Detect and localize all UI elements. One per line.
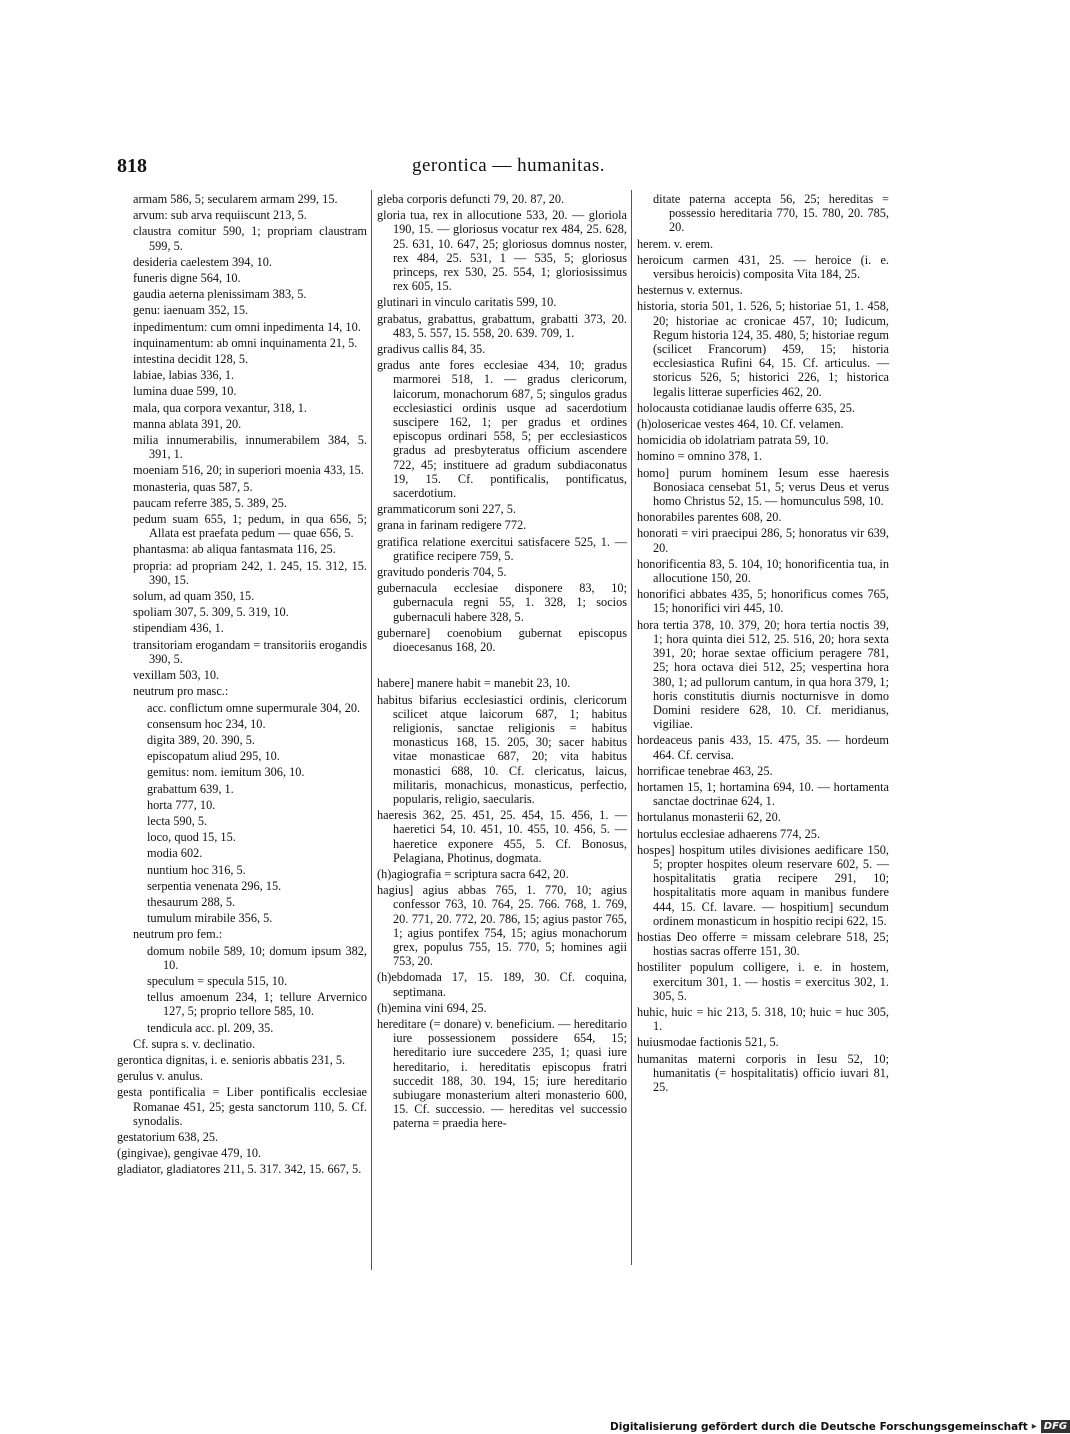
index-entry: inpedimentum: cum omni inpedimenta 14, 10. xyxy=(133,319,361,334)
index-entry: hagius] agius abbas 765, 1. 770, 10; agius confessor 763, 10. 764, 25. 766. 768, 1. 769, 20. 771, 20. 772, 20. 786, 15; agius pastor 765, 1; agius pontifex 754, 15; agius monachorum grex, populus 755, 15. 770, 5; homines agii 753, 20. xyxy=(377,883,627,969)
index-entry: horrificae tenebrae 463, 25. xyxy=(637,763,773,778)
index-entry: homo] purum hominem Iesum esse haeresis Bonosiaca censebat 51, 5; verus Deus et verus homo Christus 52, 15. — homunculus 598, 10. xyxy=(637,465,889,509)
index-entry: honorati = viri praecipui 286, 5; honoratus vir 639, 20. xyxy=(637,526,889,555)
page-number: 818 xyxy=(117,155,147,177)
column-rule-2 xyxy=(631,190,632,1265)
index-entry: milia innumerabilis, innumerabilem 384, 5. 391, 1. xyxy=(133,433,367,462)
index-entry: phantasma: ab aliqua fantasmata 116, 25. xyxy=(133,542,336,557)
dfg-logo: DFG xyxy=(1041,1420,1070,1433)
index-entry: consensum hoc 234, 10. xyxy=(147,716,266,731)
index-entry: ditate paterna accepta 56, 25; hereditas = possessio hereditaria 770, 15. 780, 20. 785, 20. xyxy=(653,192,889,235)
index-entry: claustra comitur 590, 1; propriam claustram 599, 5. xyxy=(133,224,367,253)
index-entry: heroicum carmen 431, 25. — heroice (i. e. versibus heroicis) composita Vita 184, 25. xyxy=(637,252,889,282)
index-entry: thesaurum 288, 5. xyxy=(147,894,236,909)
index-entry: homino = omnino 378, 1. xyxy=(637,449,763,464)
index-entry: stipendiam 436, 1. xyxy=(133,621,224,636)
index-entry: grana in farinam redigere 772. xyxy=(377,518,527,533)
index-entry: solum, ad quam 350, 15. xyxy=(133,589,255,604)
index-entry: grammaticorum soni 227, 5. xyxy=(377,502,517,517)
dfg-arrow-icon: ▸ xyxy=(1031,1421,1037,1432)
index-entry: grabattum 639, 1. xyxy=(147,781,234,796)
index-entry: habere] manere habit = manebit 23, 10. xyxy=(377,676,571,691)
index-entry: gleba corporis defuncti 79, 20. 87, 20. xyxy=(377,192,565,206)
index-entry: homicidia ob idolatriam patrata 59, 10. xyxy=(637,433,829,448)
index-entry: monasteria, quas 587, 5. xyxy=(133,479,253,494)
index-entry: spoliam 307, 5. 309, 5. 319, 10. xyxy=(133,605,289,620)
index-entry: honorifici abbates 435, 5; honorificus comes 765, 15; honorifici viri 445, 10. xyxy=(637,587,889,616)
index-entry: (gingivae), gengivae 479, 10. xyxy=(117,1146,262,1161)
index-entry: gravitudo ponderis 704, 5. xyxy=(377,565,507,580)
index-entry: gerontica dignitas, i. e. senioris abbatis 231, 5. xyxy=(117,1052,346,1067)
index-entry: gratifica relatione exercitui satisfacere 525, 1. — gratifice recipere 759, 5. xyxy=(377,534,627,563)
index-entry: gestatorium 638, 25. xyxy=(117,1129,219,1144)
index-entry: loco, quod 15, 15. xyxy=(147,830,236,845)
index-entry: gesta pontificalia = Liber pontificalis ecclesiae Romanae 451, 25; gesta sanctorum 110, 5. Cf. synodalis. xyxy=(117,1085,367,1128)
index-entry: episcopatum aliud 295, 10. xyxy=(147,749,280,764)
index-entry: haeresis 362, 25. 451, 25. 454, 15. 456, 1. — haeretici 54, 10. 451, 10. 455, 10. 456, 5. — haeretice exponere 455, 5. Cf. Bonosus, Pelagiana, Photinus, dogmata. xyxy=(377,808,627,865)
index-entry: labiae, labias 336, 1. xyxy=(133,368,235,383)
index-entry: gerulus v. anulus. xyxy=(117,1069,203,1084)
index-entry: huiusmodae factionis 521, 5. xyxy=(637,1035,779,1050)
index-entry: propria: ad propriam 242, 1. 245, 15. 312, 15. 390, 15. xyxy=(133,558,367,587)
index-entry: acc. conflictum omne supermurale 304, 20. xyxy=(147,700,361,715)
index-entry: honorabiles parentes 608, 20. xyxy=(637,510,782,525)
index-entry: Cf. supra s. v. declinatio. xyxy=(133,1036,256,1051)
index-entry: hordeaceus panis 433, 15. 475, 35. — hordeum 464. Cf. cervisa. xyxy=(637,733,889,762)
index-entry: lumina duae 599, 10. xyxy=(133,384,237,399)
index-entry: paucam referre 385, 5. 389, 25. xyxy=(133,495,287,510)
index-entry: tendicula acc. pl. 209, 35. xyxy=(147,1020,274,1035)
index-entry: gubernare] coenobium gubernat episcopus dioecesanus 168, 20. xyxy=(377,625,627,655)
index-entry: arvum: sub arva requiiscunt 213, 5. xyxy=(133,208,307,223)
index-entry: pedum suam 655, 1; pedum, in qua 656, 5; Allata est praefata pedum — quae 656, 5. xyxy=(133,512,367,541)
column-rule-1 xyxy=(371,190,372,1270)
index-entry: hortamen 15, 1; hortamina 694, 10. — hortamenta sanctae doctrinae 624, 1. xyxy=(637,779,889,809)
index-entry: glutinari in vinculo caritatis 599, 10. xyxy=(377,295,557,310)
index-entry: hortulus ecclesiae adhaerens 774, 25. xyxy=(637,826,821,841)
index-entry: hostias Deo offerre = missam celebrare 518, 25; hostias sacras offerre 151, 30. xyxy=(637,929,889,959)
index-entry: tumulum mirabile 356, 5. xyxy=(147,911,273,926)
index-entry: vexillam 503, 10. xyxy=(133,668,220,683)
index-entry: armam 586, 5; secularem armam 299, 15. xyxy=(133,192,338,206)
index-entry: humanitas materni corporis in Iesu 52, 10; humanitatis (= hospitalitatis) officio iuvari 81, 25. xyxy=(637,1051,889,1094)
index-entry: holocausta cotidianae laudis offerre 635, 25. xyxy=(637,400,855,415)
index-entry: manna ablata 391, 20. xyxy=(133,416,242,431)
index-entry: (h)emina vini 694, 25. xyxy=(377,1000,487,1015)
index-entry: funeris digne 564, 10. xyxy=(133,271,241,286)
index-entry: domum nobile 589, 10; domum ipsum 382, 10. xyxy=(147,943,367,972)
index-entry: digita 389, 20. 390, 5. xyxy=(147,732,255,747)
column-right xyxy=(637,192,889,1096)
index-entry: moeniam 516, 20; in superiori moenia 433, 15. xyxy=(133,463,364,478)
column-middle xyxy=(377,192,627,1133)
index-entry: gaudia aeterna plenissimam 383, 5. xyxy=(133,287,307,302)
index-entry: honorificentia 83, 5. 104, 10; honorificentia tua, in allocutione 150, 20. xyxy=(637,556,889,586)
index-entry: intestina decidit 128, 5. xyxy=(133,352,249,367)
index-entry: hereditare (= donare) v. beneficium. — hereditario iure possessionem possidere 654, 15; hereditario iure succedere 235, 1; quasi iure hereditario, i. hereditatis episcopus fratri succedit 188, 30. 194, 15; iure hereditario subiugare monasterium alteri monasterio 600, 15. Cf. successio. — hereditas vel successio paterna = praedia here- xyxy=(377,1016,627,1131)
index-entry: neutrum pro masc.: xyxy=(133,684,229,699)
index-entry: serpentia venenata 296, 15. xyxy=(147,878,282,893)
index-entry: (h)olosericae vestes 464, 10. Cf. velamen. xyxy=(637,417,844,432)
index-entry: hospes] hospitum utiles divisiones aedificare 150, 5; propter hospites oleum reservare 602, 5. — hospitalitatis gratia recipere 291, 10; hospitalitatis more aquam in manibus fundere 444, 15. Cf. lavare. — hospitium] secundum ordinem monasticum in hospitio recipi 622, 15. xyxy=(637,842,889,928)
index-entry: neutrum pro fem.: xyxy=(133,927,223,942)
index-entry: gemitus: nom. iemitum 306, 10. xyxy=(147,765,305,780)
index-entry: hortulanus monasterii 62, 20. xyxy=(637,810,781,825)
index-entry: transitoriam erogandam = transitoriis erogandis 390, 5. xyxy=(133,637,367,666)
index-entry: speculum = specula 515, 10. xyxy=(147,973,288,988)
index-entry: gradus ante fores ecclesiae 434, 10; gradus marmorei 518, 1. — gradus clericorum, laicorum, monachorum 687, 5; singulos gradus ecclesiastici ordinis usque ad sacerdotium suscipere 162, 1; per gradus et ordines episcopus ordinari 558, 5; per ecclesiasticos gradus ad presbyteratus officium ascendere 722, 45; instituere ad gradum subdiaconatus 19, 15. Cf. pontificalis, pontificatus, sacerdotium. xyxy=(377,358,627,501)
index-entry: grabatus, grabattus, grabattum, grabatti 373, 20. 483, 5. 557, 15. 558, 20. 639. 709, 1. xyxy=(377,311,627,340)
column-left xyxy=(117,192,367,1179)
index-entry: huhic, huic = hic 213, 5. 318, 10; huic = huc 305, 1. xyxy=(637,1004,889,1034)
index-entry: (h)ebdomada 17, 15. 189, 30. Cf. coquina, septimana. xyxy=(377,970,627,999)
footer xyxy=(610,1420,1070,1433)
index-entry: gloria tua, rex in allocutione 533, 20. — gloriola 190, 15. — gloriosus vocatur rex 484, 25. 628, 25. 631, 10. 647, 25; gloriosus domnus noster, rex 484, 25. 531, 1 — 535, 5; gloriosus princeps, rex 530, 25. 554, 1; gloriosissimus rex 605, 15. xyxy=(377,208,627,294)
index-entry: genu: iaenuam 352, 15. xyxy=(133,303,249,318)
index-entry: hostiliter populum colligere, i. e. in hostem, exercitum 301, 1. — hostis = exercitus 302, 1. 305, 5. xyxy=(637,960,889,1003)
index-entry: hora tertia 378, 10. 379, 20; hora tertia noctis 39, 1; hora quinta diei 512, 25. 516, 20; hora sexta 391, 20; horae sextae officium peragere 781, 25; hora octava diei 512, 25; vespertina hora 380, 1; ad pullorum cantum, in qua hora 379, 1; horis constitutis diurnis nocturnisve in domo Domini residere 628, 10. Cf. meridianus, vigiliae. xyxy=(637,617,889,732)
running-head: gerontica — humanitas. xyxy=(412,155,606,176)
index-entry: inquinamentum: ab omni inquinamenta 21, 5. xyxy=(133,335,358,350)
index-entry: gladiator, gladiatores 211, 5. 317. 342, 15. 667, 5. xyxy=(117,1162,362,1177)
index-entry: habitus bifarius ecclesiastici ordinis, clericorum scilicet atque laicorum 687, 1; habitus religionis, sanctae religionis = habitus monasticus 168, 15. 205, 30; sacer habitus vitae monasticae 687, 20; vita habitus monastici 688, 10. Cf. clericatus, laicus, militaris, monachicus, monasticus, perfectio, popularis, religio, saecularis. xyxy=(377,692,627,806)
index-entry: modia 602. xyxy=(147,846,203,861)
index-entry: herem. v. erem. xyxy=(637,236,714,251)
index-entry: mala, qua corpora vexantur, 318, 1. xyxy=(133,400,307,415)
index-entry: horta 777, 10. xyxy=(147,797,216,812)
index-entry: lecta 590, 5. xyxy=(147,813,208,828)
index-entry: tellus amoenum 234, 1; tellure Arvernico 127, 5; proprio tellore 585, 10. xyxy=(147,990,367,1019)
index-entry: gubernacula ecclesiae disponere 83, 10; gubernacula regni 55, 1. 328, 1; socios gubernaculi habere 328, 5. xyxy=(377,581,627,624)
index-entry: nuntium hoc 316, 5. xyxy=(147,862,246,877)
index-entry: desideria caelestem 394, 10. xyxy=(133,254,272,269)
index-entry: gradivus callis 84, 35. xyxy=(377,342,486,357)
index-entry: (h)agiografia = scriptura sacra 642, 20. xyxy=(377,866,569,881)
index-entry: hesternus v. externus. xyxy=(637,283,743,298)
index-entry: historia, storia 501, 1. 526, 5; historiae 51, 1. 458, 20; historiae ac cronicae 457, 10; Iudicum, Regum historia 124, 35. 480, 5; historiae regum (scilicet Francorum) 459, 15; historia ecclesiastica Rufini 64, 15. Cf. articulus. — storicus 526, 5; historici 226, 1; historica legalis litterae superficies 462, 20. xyxy=(637,299,889,399)
footer-credit: Digitalisierung gefördert durch die Deutsche Forschungsgemeinschaft xyxy=(610,1420,1028,1433)
